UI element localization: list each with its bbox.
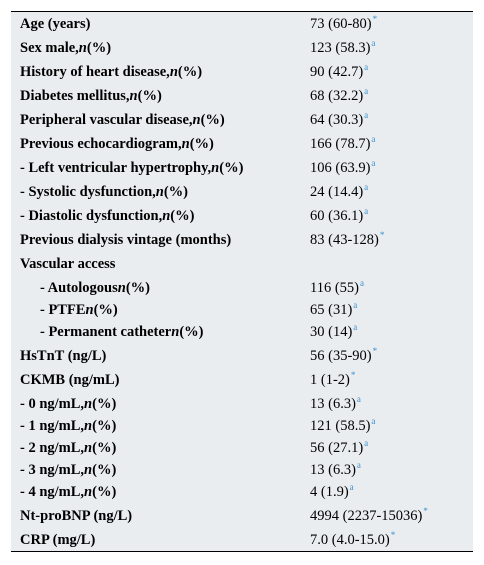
footnote-marker: a xyxy=(364,206,369,216)
row-value: 4994 (2237-15036)* xyxy=(310,506,428,524)
table-row xyxy=(11,36,473,60)
table-row xyxy=(11,12,473,36)
table-row xyxy=(11,156,473,180)
footnote-marker: * xyxy=(372,14,378,24)
footnote-marker: a xyxy=(349,482,354,492)
row-value: 7.0 (4.0-15.0)* xyxy=(310,530,396,548)
row-value: 60 $(36.1)^a$ xyxy=(310,206,369,224)
footnote-marker: a xyxy=(371,134,376,144)
row-label: Nt-proBNP (ng/L) xyxy=(20,508,133,524)
row-label: - 3 ng/mL,n(%) xyxy=(20,462,117,478)
table-row xyxy=(11,392,473,414)
row-label: Previous echocardiogram,n(%) xyxy=(20,136,214,152)
row-label: - Diastolic dysfunction,n(%) xyxy=(20,208,195,224)
footnote-marker: a xyxy=(356,394,361,404)
table-row xyxy=(11,298,473,320)
table-row xyxy=(11,368,473,392)
row-label: Age (years) xyxy=(20,16,91,32)
table-row xyxy=(11,84,473,108)
row-label: - PTFEn(%) xyxy=(40,302,118,318)
row-label: History of heart disease,n(%) xyxy=(20,64,203,80)
footnote-marker: a xyxy=(353,300,358,310)
table-row xyxy=(11,60,473,84)
row-value: 68 $(32.2)^a$ xyxy=(310,86,369,104)
row-value: 121 $(58.5)^a$ xyxy=(310,416,376,434)
table-row xyxy=(11,108,473,132)
row-label: CKMB (ng/mL) xyxy=(20,372,120,388)
footnote-marker: a xyxy=(371,416,376,426)
table-row xyxy=(11,228,473,252)
row-value: 90 $(42.7)^a$ xyxy=(310,62,369,80)
row-value: 106 $(63.9)^a$ xyxy=(310,158,376,176)
row-value: 166 $(78.7)^a$ xyxy=(310,134,376,152)
table-row xyxy=(11,344,473,368)
footnote-marker: a xyxy=(364,62,369,72)
row-label: Previous dialysis vintage (months) xyxy=(20,232,232,248)
footnote-marker: a xyxy=(371,158,376,168)
row-label: CRP (mg/L) xyxy=(20,532,96,548)
footnote-marker: * xyxy=(423,506,428,516)
row-value: 83 (43-128)* xyxy=(310,230,385,248)
row-label: - 1 ng/mL,n(%) xyxy=(20,418,117,434)
row-label: Peripheral vascular disease,n(%) xyxy=(20,112,225,128)
row-value: 116 $(55)^a$ xyxy=(310,278,364,296)
table-row xyxy=(11,504,473,528)
row-label: - Left ventricular hypertrophy,n(%) xyxy=(20,160,244,176)
row-label: - 4 ng/mL,n(%) xyxy=(20,484,117,500)
row-label: - Autologousn(%) xyxy=(40,280,151,296)
footnote-marker: a xyxy=(371,38,376,48)
table-row xyxy=(11,458,473,480)
table-row xyxy=(11,276,473,298)
row-value: 13 $(6.3)^a$ xyxy=(310,460,361,478)
footnote-marker: a xyxy=(364,438,369,448)
row-value: 30 $(14)^a$ xyxy=(310,322,358,340)
table-row xyxy=(11,252,473,276)
footnote-marker: a xyxy=(364,110,369,120)
row-label: Diabetes mellitus,n(%) xyxy=(20,88,162,104)
footnote-marker: a xyxy=(356,460,361,470)
row-value: 73 (60-80)* xyxy=(310,14,378,32)
row-label: - 0 ng/mL,n(%) xyxy=(20,396,117,412)
footnote-marker: a xyxy=(360,278,364,288)
row-value: 56 $(27.1)^a$ xyxy=(310,438,369,456)
row-value: 64 $(30.3)^a$ xyxy=(310,110,369,128)
table-row xyxy=(11,528,473,552)
table-row xyxy=(11,436,473,458)
table-row xyxy=(11,180,473,204)
row-value: 4 $(1.9)^a$ xyxy=(310,482,354,500)
row-value: 65 $(31)^a$ xyxy=(310,300,358,318)
baseline-characteristics-table xyxy=(11,11,473,552)
row-value: 123 $(58.3)^a$ xyxy=(310,38,376,56)
footnote-marker: * xyxy=(350,370,356,380)
row-label: - 2 ng/mL,n(%) xyxy=(20,440,117,456)
table-row xyxy=(11,414,473,436)
footnote-marker: * xyxy=(379,230,385,240)
table-row xyxy=(11,480,473,504)
row-value: 24 $(14.4)^a$ xyxy=(310,182,369,200)
footnote-marker: * xyxy=(372,346,378,356)
section-label: Vascular access xyxy=(20,256,116,272)
row-value: 13 $(6.3)^a$ xyxy=(310,394,361,412)
table-row xyxy=(11,132,473,156)
footnote-marker: a xyxy=(353,322,358,332)
footnote-marker: a xyxy=(364,182,369,192)
row-label: Sex male,n(%) xyxy=(20,40,112,56)
table-row xyxy=(11,204,473,228)
row-value: 56 (35-90)* xyxy=(310,346,378,364)
row-label: - Permanent cathetern(%) xyxy=(40,324,204,340)
table-row xyxy=(11,320,473,344)
row-label: HsTnT (ng/L) xyxy=(20,348,107,364)
footnote-marker: * xyxy=(390,530,396,540)
row-label: - Systolic dysfunction,n(%) xyxy=(20,184,189,200)
footnote-marker: a xyxy=(364,86,369,96)
row-value: 1 (1-2)* xyxy=(310,370,356,388)
